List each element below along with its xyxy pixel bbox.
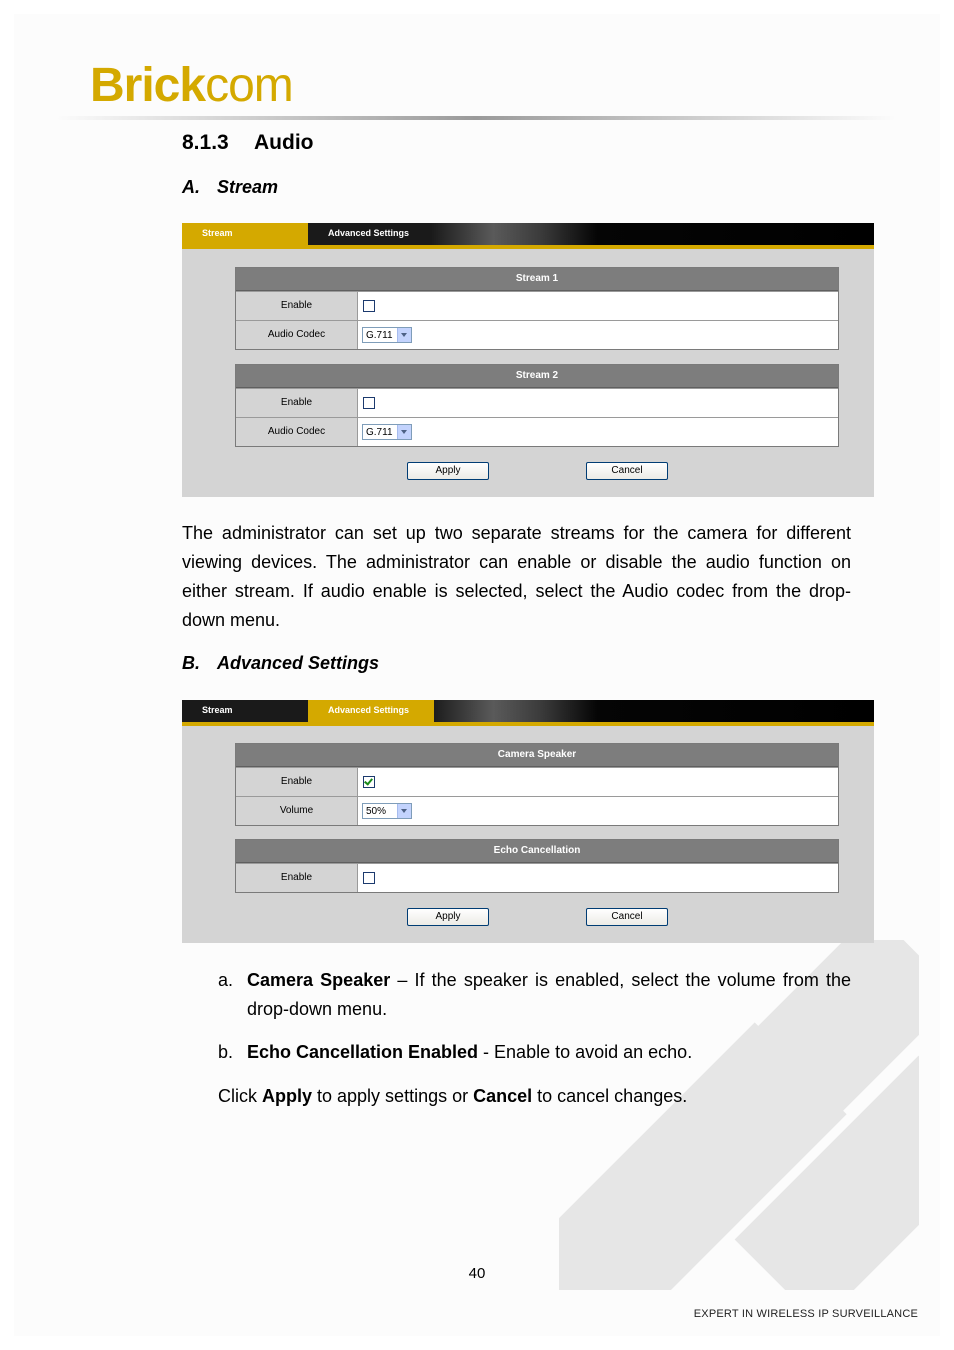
tab-advanced-settings[interactable]: Advanced Settings: [308, 700, 434, 722]
cancel-button[interactable]: Cancel: [586, 908, 668, 926]
table-header: Stream 2: [236, 365, 838, 388]
row-label: Enable: [236, 768, 358, 796]
stream1-audio-codec-select[interactable]: G.711: [362, 327, 412, 343]
stream-description: The administrator can set up two separate streams for the camera for different viewing devices. The administrator can enable or disable the audio function on either stream. If audio enable is selected, select the Audio codec from the drop-down menu.: [182, 523, 851, 630]
list-text: Camera Speaker – If the speaker is enabled, select the volume from the drop-down menu.: [247, 970, 851, 1019]
apply-button[interactable]: Apply: [407, 462, 489, 480]
table-row: [236, 863, 838, 892]
echo-enable-checkbox[interactable]: [363, 872, 375, 884]
list-marker: a.: [218, 970, 234, 990]
table-row: [236, 767, 838, 796]
list-item: [218, 966, 851, 1024]
table-row: [236, 388, 838, 417]
list-text: Echo Cancellation Enabled - Enable to avoid an echo.: [247, 1042, 693, 1062]
row-label: Enable: [236, 292, 358, 320]
chevron-down-icon: [397, 328, 411, 342]
closing-instruction: Click Apply to apply settings or Cancel to cancel changes.: [218, 1086, 688, 1106]
list-item: [218, 1038, 851, 1067]
stream2-enable-checkbox[interactable]: [363, 397, 375, 409]
list-marker: b.: [218, 1042, 234, 1062]
header-rule: [56, 116, 896, 120]
row-label: Enable: [236, 389, 358, 417]
stream2-table: [235, 364, 839, 447]
volume-select[interactable]: 50%: [362, 803, 412, 819]
table-row: [236, 291, 838, 320]
row-label: Enable: [236, 864, 358, 892]
row-label: Audio Codec: [236, 418, 358, 446]
advanced-settings-panel: [182, 700, 874, 943]
speaker-enable-checkbox[interactable]: [363, 776, 375, 788]
camera-speaker-table: [235, 743, 839, 826]
table-row: [236, 417, 838, 446]
tab-bar: [182, 700, 874, 726]
row-label: Volume: [236, 797, 358, 825]
stream2-audio-codec-select[interactable]: G.711: [362, 424, 412, 440]
stream1-enable-checkbox[interactable]: [363, 300, 375, 312]
subheading-advanced: B. Advanced Settings: [182, 653, 380, 673]
table-header: Stream 1: [236, 268, 838, 291]
tab-stream[interactable]: Stream: [182, 223, 308, 245]
brickcom-logo: Brickcom: [90, 59, 293, 112]
subheading-stream: A. Stream: [182, 177, 279, 197]
echo-cancellation-table: [235, 839, 839, 893]
table-header: Echo Cancellation: [236, 840, 838, 863]
table-row: [236, 320, 838, 349]
cancel-button[interactable]: Cancel: [586, 462, 668, 480]
chevron-down-icon: [397, 425, 411, 439]
row-label: Audio Codec: [236, 321, 358, 349]
footer-tagline: EXPERT IN WIRELESS IP SURVEILLANCE: [693, 1308, 918, 1320]
tab-bar: [182, 223, 874, 249]
apply-button[interactable]: Apply: [407, 908, 489, 926]
chevron-down-icon: [397, 804, 411, 818]
tab-advanced-settings[interactable]: Advanced Settings: [328, 228, 410, 238]
page-number: 40: [468, 1265, 486, 1282]
stream1-table: [235, 267, 839, 350]
table-header: Camera Speaker: [236, 744, 838, 767]
stream-settings-panel: [182, 223, 874, 497]
table-row: [236, 796, 838, 825]
tab-stream[interactable]: Stream: [202, 705, 233, 715]
section-heading: 8.1.3 Audio: [182, 131, 314, 154]
